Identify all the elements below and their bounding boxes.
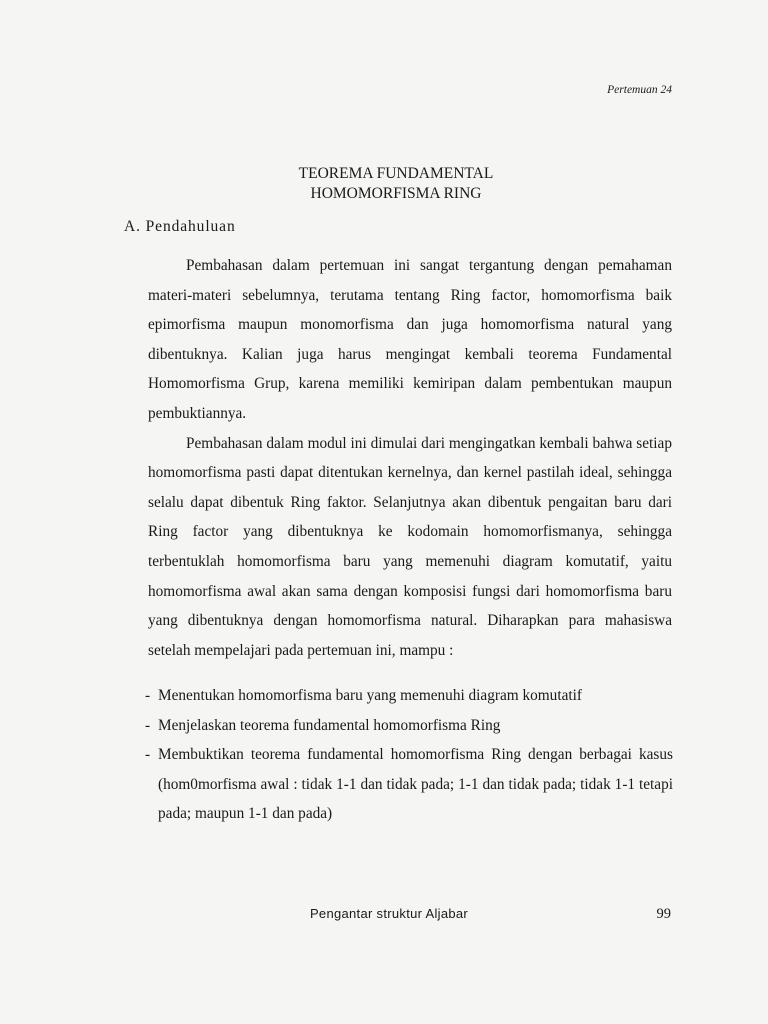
paragraph-2: Pembahasan dalam modul ini dimulai dari mengingatkan kembali bahwa setiap homomorfisma pasti dapat ditentukan kernelnya, dan kernel pastilah ideal, sehingga selalu dapat dibentuk Ring faktor. Selanjutnya akan dibentuk pengaitan baru dari Ring factor yang dibentuknya ke kodomain homomorfismanya, sehingga terbentuklah homomorfisma baru yang memenuhi diagram komutatif, yaitu homomorfisma awal akan sama dengan komposisi fungsi dari homomorfisma baru yang dibentuknya dengan homomorfisma natural. Diharapkan para mahasiswa setelah mempelajari pada pertemuan ini, mampu : (148, 434, 672, 659)
objectives-list (145, 681, 673, 829)
list-item (145, 681, 673, 711)
list-item (145, 740, 673, 829)
list-marker: - (145, 687, 151, 704)
footer-book-title (0, 906, 768, 921)
body-text (148, 251, 672, 665)
list-marker: - (145, 716, 151, 734)
title-line-2: HOMOMORFISMA RING (310, 185, 482, 202)
list-item (145, 711, 673, 741)
section-heading: A. Pendahuluan (124, 218, 236, 235)
list-marker: - (145, 746, 151, 764)
title-line-1: TEOREMA FUNDAMENTAL (298, 165, 494, 182)
footer-book-title-text: Pengantar struktur Aljabar (309, 906, 469, 921)
list-item-text: Membuktikan teorema fundamental homomorfisma Ring dengan berbagai kasus (hom0morfisma awal : tidak 1-1 dan tidak pada; 1-1 dan tidak pada; tidak 1-1 tetapi pada; maupun 1-1 dan pada) (158, 746, 673, 823)
running-head: Pertemuan 24 (607, 84, 672, 96)
page-title (0, 164, 768, 204)
list-item-text: Menjelaskan teorema fundamental homomorfisma Ring (158, 716, 501, 734)
list-item-text: Menentukan homomorfisma baru yang memenuhi diagram komutatif (158, 687, 582, 704)
page-number: 99 (656, 906, 671, 922)
paragraph-1: Pembahasan dalam pertemuan ini sangat tergantung dengan pemahaman materi-materi sebelumnya, terutama tentang Ring factor, homomorfisma baik epimorfisma maupun monomorfisma dan juga homomorfisma natural yang dibentuknya. Kalian juga harus mengingat kembali teorema Fundamental Homomorfisma Grup, karena memiliki kemiripan dalam pembentukan maupun pembuktiannya. (148, 257, 672, 422)
